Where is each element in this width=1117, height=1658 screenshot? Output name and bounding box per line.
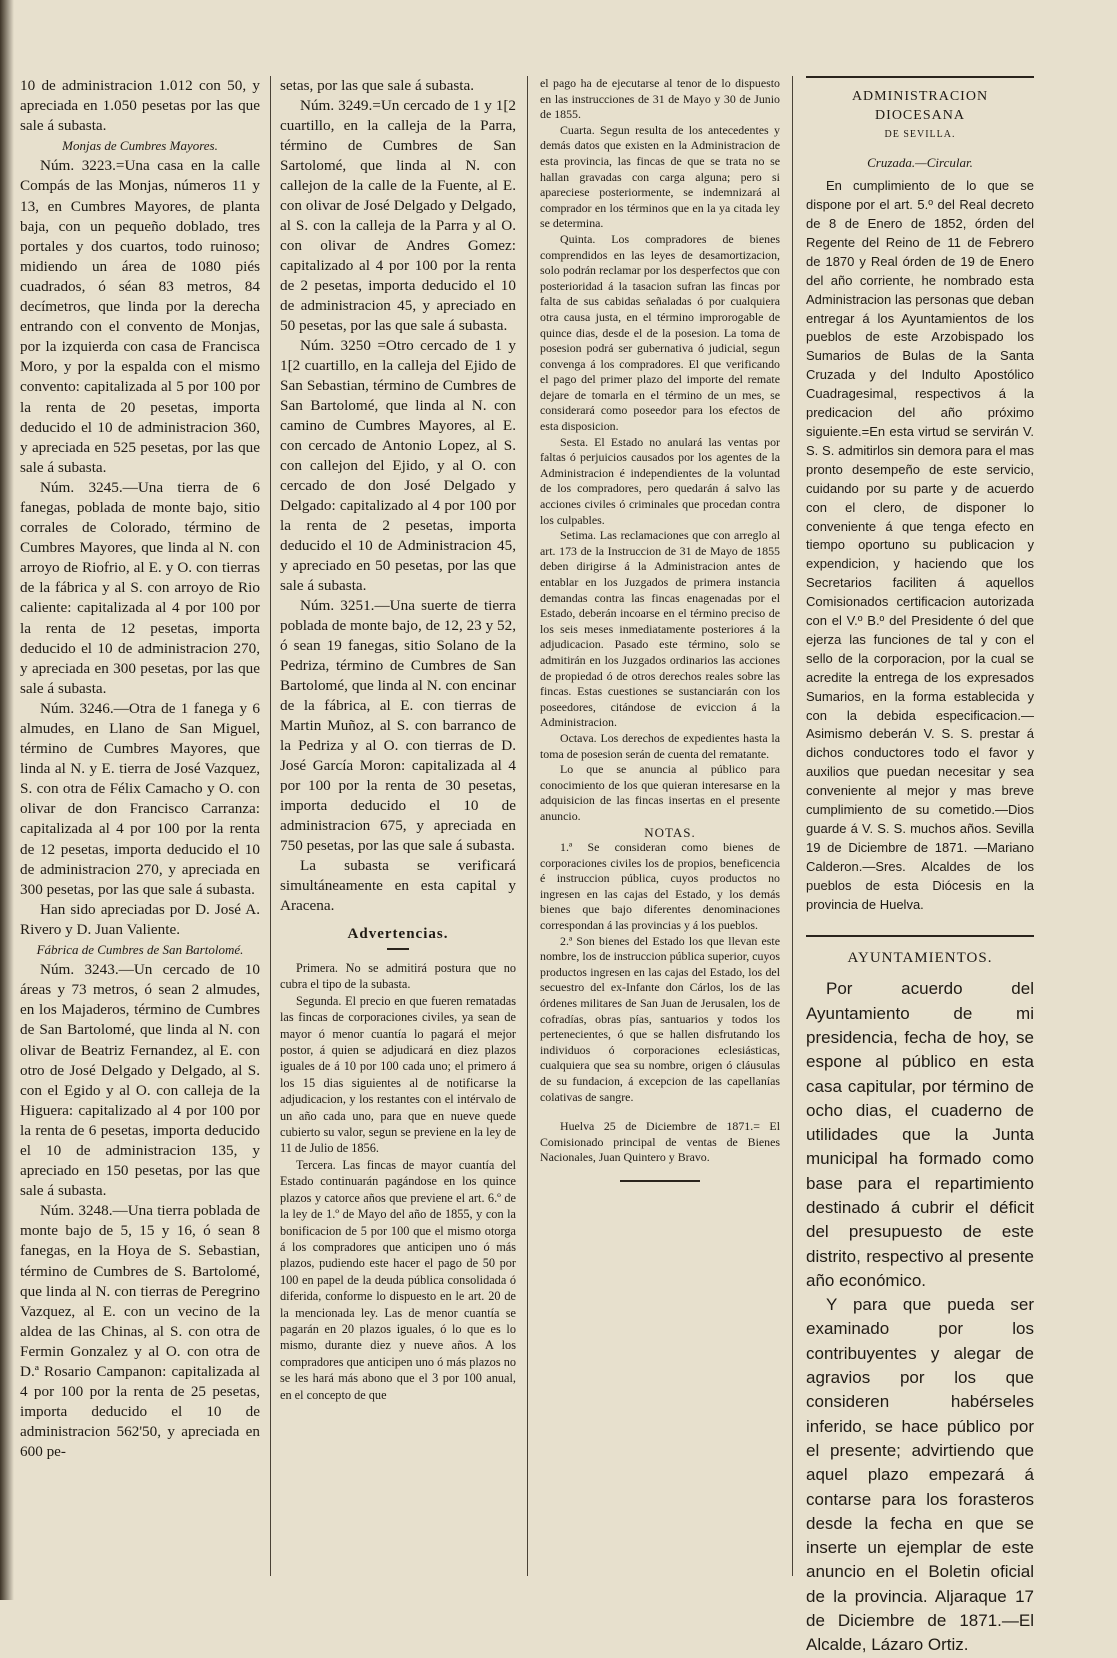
ayuntamientos-title: AYUNTAMIENTOS. bbox=[847, 949, 993, 966]
signature-huelva: Huelva 25 de Diciembre de 1871.= El Comisionado principal de ventas de Bienes Nacionales, Juan Quintero y Bravo. bbox=[540, 1119, 780, 1165]
page-edge-shadow bbox=[0, 0, 14, 1600]
advertencia-segunda: Segunda. El precio en que fueren rematadas las fincas de corporaciones civiles, ya sean de mayor ó menor cuantía lo pagará el mejor postor, á quien se adjudicará en diez plazos iguales de á 10 por 100 cada uno; el primero á los 15 dias siguientes al de notificarse la adjudicacion, y los restantes con el intérvalo de un año cada uno, para que en nueve quede cubierto su valor, segun se previene en la ley de 11 de Julio de 1856. bbox=[280, 993, 516, 1156]
header-rule bbox=[806, 76, 1034, 78]
advertencias-block bbox=[280, 960, 516, 1403]
column-divider-2 bbox=[527, 76, 528, 1576]
section-title-monjas: Monjas de Cumbres Mayores. bbox=[62, 138, 218, 154]
col2-paragraph-3: Núm. 3250 =Otro cercado de 1 y 1[2 cuartillo, en la calleja del Ejido de San Sebastian, término de Cumbres de San Bartolomé, que linda al N. con camino de Cumbres Mayores, al E. con cercado de Antonio Lopez, al S. con callejon del Ejido, y al O. con cercado de don José Delgado y Delgado: capitalizado al 4 por 100 por la renta de 2 pesetas, importa deducido el 10 de Administracion 45, y apreciado en 50 pesetas, por las que sale á subasta. bbox=[280, 337, 516, 594]
column-3 bbox=[540, 76, 780, 1536]
ayuntamientos-paragraph-2: Y para que pueda ser examinado por los contribuyentes y alegar de agravios por los que consideren habérseles inferido, se hace público por el presente; advirtiendo que aquel plazo empezará á contarse para los forasteros desde la fecha en que se inserte un ejemplar de este anuncio en el Boletin oficial de la provincia. Aljaraque 17 de Diciembre de 1871.—El Alcalde, Lázaro Ortiz. bbox=[806, 1295, 1034, 1655]
column-1 bbox=[20, 76, 260, 1576]
advertencia-cuarta: Cuarta. Segun resulta de los antecedentes y demás datos que existen en la Administracion de esta provincia, las fincas de que se trata no se hallan gravadas con carga alguna; pero si apareciese posteriormente, se indemnizará al comprador en los términos que en la ya citada ley se determina. bbox=[540, 122, 780, 231]
nota-2: 2.ª Son bienes del Estado los que llevan este nombre, los de instruccion pública superior, cuyos productos ingresen en las cajas del Estado, los del secuestro del ex-Infante don Cárlos, los de las órdenes militares de San Juan de Jerusalen, los de cofradías, obras pías, santuarios y todos los pertenecientes, ó que se hallen disfrutando los individuos ó corporaciones eclesiásticas, cualquiera que sea su nombre, origen ó cláusulas de su fundacion, á excepcion de las capellanías colativas de sangre. bbox=[540, 933, 780, 1104]
administracion-subtitle: DE SEVILLA. bbox=[884, 128, 956, 140]
advertencia-sesta: Sesta. El Estado no anulará las ventas por faltas ó perjuicios causados por los agentes de la Administracion é independientes de la voluntad de los compradores, pero quedarán á salvo las acciones civiles ó criminales que procedan contra los culpables. bbox=[540, 434, 780, 527]
ayuntamientos-rule bbox=[806, 935, 1034, 937]
col1-paragraph-5: Han sido apreciadas por D. José A. Rivero y D. Juan Valiente. bbox=[20, 900, 260, 938]
column-divider-1 bbox=[270, 76, 271, 1576]
col2-paragraph-1: setas, por las que sale á subasta. bbox=[280, 77, 475, 94]
col1-paragraph-4: Núm. 3246.—Otra de 1 fanega y 6 almudes, en Llano de San Miguel, término de Cumbres Mayores, que linda al N. y E. tierra de José Vazquez, S. con otra de Félix Camacho y O. con olivar de don Francisco Carranza: capitalizada al 4 por 100 por la renta de 12 pesetas, importa deducido el 10 de administracion 270, y apreciada en 300 pesetas, por las que sale á subasta. bbox=[20, 699, 260, 898]
col1-paragraph-3: Núm. 3245.—Una tierra de 6 fanegas, poblada de monte bajo, sitio corrales de Colorado, término de Cumbres Mayores, que linda al N. con arroyo de Riofrio, al E. y O. con tierras de la fábrica y al S. con arroyo de Rio caliente: capitalizada al 4 por 100 por la renta de 12 pesetas, importa deducido el 10 de administracion 270, y apreciada en 300 pesetas, por las que sale á subasta. bbox=[20, 478, 260, 697]
col1-paragraph-1: 10 de administracion 1.012 con 50, y apreciada en 1.050 pesetas por las que sale á subasta. bbox=[20, 77, 260, 135]
col2-paragraph-5: La subasta se verificará simultáneamente en esta capital y Aracena. bbox=[280, 857, 516, 914]
anuncio-closing: Lo que se anuncia al público para conocimiento de los que quieran interesarse en la adquisicion de las fincas insertas en el presente anuncio. bbox=[540, 762, 780, 823]
advertencia-tercera: Tercera. Las fincas de mayor cuantía del Estado continuarán pagándose en los quince plazos y catorce años que previene el art. 6.º de la ley de 1.º de Mayo del año de 1855, y con la bonificacion de 5 por 100 que el mismo otorga á los compradores que anticipen uno ó más plazos, pudiendo este hacer el pago de 50 por 100 en papel de la deuda pública consolidada ó diferida, conforme lo dispuesto en le art. 20 de la mencionada ley. Las de menor cuantía se pagarán en 20 plazos iguales, ó lo que es lo mismo, durante diez y nueve años. A los compradores que anticipen uno ó más plazos no se les hará más abono que el 3 por 100 anual, en el concepto de que bbox=[280, 1157, 516, 1402]
circular-block bbox=[806, 177, 1034, 914]
title-rule bbox=[387, 948, 409, 950]
nota-1: 1.ª Se consideran como bienes de corporaciones civiles los de propios, beneficencia é instruccion pública, cuyos productos no ingresen en las cajas del Estado, y los demás bienes que bajo diferentes denominaciones correspondan á las provincias y á los pueblos. bbox=[540, 840, 780, 933]
column-2 bbox=[280, 76, 516, 1576]
col1-paragraph-7: Núm. 3248.—Una tierra poblada de monte bajo de 5, 15 y 16, ó sean 8 fanegas, en la Hoya de S. Sebastian, término de Cumbres de S. Bartolomé, que linda al N. con tierras de Peregrino Vazquez, al E. con un vecino de la aldea de las Chinas, al S. con otra de Fermin Gonzalez y al O. con otra de D.ª Rosario Campanon: capitalizada al 4 por 100 por la renta de 25 pesetas, importa deducido el 10 de administracion 562'50, y apreciada en 600 pe- bbox=[20, 1202, 260, 1461]
col1-paragraph-2: Núm. 3223.=Una casa en la calle Compás de las Monjas, números 11 y 13, en Cumbres Mayores, de planta baja, con un pequeño doblado, tres portales y dos cuartos, todo ruinoso; midiendo un área de 1080 piés cuadrados, ó séan 83 metros, 84 decímetros, que linda por la derecha entrando con el convento de Monjas, por la izquierda con casa de Francisca Moro, y por la espalda con el mismo convento: capitalizada al 5 por 100 por la renta de 20 pesetas, importa deducido el 10 de administracion 360, y apreciada en 525 pesetas, por las que sale á subasta. bbox=[20, 157, 260, 476]
col2-paragraph-2: Núm. 3249.=Un cercado de 1 y 1[2 cuartillo, en la calleja de la Parra, término de Cumbres de San Sartolomé, que linda al N. con callejon de la calle de la Fuente, al E. con olivar de José Delgado y Delgado, al S. con la calleja de la Parra y al O. con olivar de Andres Gomez: capitalizado al 4 por 100 por la renta de 2 pesetas, importa deducido el 10 de administracion 45, y apreciado en 50 pesetas, por las que sale á subasta. bbox=[280, 97, 516, 334]
administracion-title: ADMINISTRACION DIOCESANA bbox=[851, 89, 989, 123]
column-4 bbox=[806, 76, 1034, 1655]
ayuntamientos-paragraph-1: Por acuerdo del Ayuntamiento de mi presidencia, fecha de hoy, se espone al público en esta casa capitular, por término de ocho dias, el cuaderno de utilidades que la Junta municipal ha formado como base para el repartimiento destinado á cubrir el déficit del presupuesto de este distrito, respectivo al presente año económico. bbox=[806, 979, 1034, 1290]
col3-paragraph-1: el pago ha de ejecutarse al tenor de lo dispuesto en las instrucciones de 31 de Mayo y 30 de Junio de 1855. bbox=[540, 76, 780, 122]
notas-title: NOTAS. bbox=[644, 824, 696, 840]
circular-text: En cumplimiento de lo que se dispone por el art. 5.º del Real decreto de 8 de Enero de 1852, órden del Regente del Reino de 11 de Febrero de 1870 y Real órden de 19 de Enero del año corriente, he nombrado esta Administracion las personas que deban entregar á los Ayuntamientos de los pueblos de este Arzobispado los Sumarios de Bulas de la Santa Cruzada y del Indulto Apostólico Cuadragesimal, respectivos á la predicacion del año próximo siguiente.=En esta virtud se servirán V. S. S. admitirlos sin demora para el mas pronto desempeño de este servicio, cuidando por su parte y de acuerdo con el clero, de disponer lo conveniente á que tenga efecto en tiempo oportuno su publicacion y expendicion, y haciendo que los Secretarios faciliten á aquellos Comisionados certificacion autorizada con el V.º B.º del Presidente ó del que ejerza las funciones de tal y con el sello de la corporacion, por la cual se acredite la entrega de los expresados Sumarios, en la forma establecida y con la debida especificacion.—Asimismo deberán V. S. S. prestar á dichos conductores todo el favor y auxilios que puedan necesitar y sea conveniente al mejor y mas breve cumplimiento de su cometido.—Dios guarde á V. S. S. muchos años. Sevilla 19 de Diciembre de 1871. —Mariano Calderon.—Sres. Alcaldes de los pueblos de esta Diócesis en la provincia de Huelva. bbox=[806, 178, 1034, 912]
advertencia-quinta: Quinta. Los compradores de bienes comprendidos en las leyes de desamortizacion, solo podrán reclamar por los desperfectos que con posterioridad á la tasacion sufran las fincas por falta de sus cabidas señaladas ó por cualquiera otra causa justa, en el término improrogable de quince dias, desde el de la posesion. La toma de posesion podrá ser gubernativa ó judicial, segun convenga á los compradores. El que verificando el pago del primer plazo del importe del remate dejare de tomarla en el término de un mes, se considerará como poseedor para los efectos de esta disposicion. bbox=[540, 231, 780, 434]
advertencia-setima: Setima. Las reclamaciones que con arreglo al art. 173 de la Instruccion de 31 de Mayo de 1855 deben dirigirse á la Administracion antes de entablar en los Juzgados de primera instancia demandas contra las fincas enagenadas por el Estado, deberán incoarse en el término preciso de los seis meses inmediatamente posteriores á la adjudicacion. Pasado este término, solo se admitirán en los Juzgados ordinarios las acciones de propiedad ó de otros derechos reales sobre las fincas. Estas cuestiones se sustanciarán con los poseedores, citándose de eviccion á la Administracion. bbox=[540, 528, 780, 730]
col2-paragraph-4: Núm. 3251.—Una suerte de tierra poblada de monte bajo, de 12, 23 y 52, ó sean 19 fanegas, sitio Solano de la Pedriza, término de Cumbres de San Bartolomé, que linda al N. con encinar de la fábrica, al E. con tierras de Martin Muñoz, al S. con barranco de la Pedriza y al O. con tierras de D. José García Moron: capitalizada al 4 por 100 por la renta de 30 pesetas, importa deducido el 10 de administracion 675, y apreciada en 750 pesetas, por las que sale á subasta. bbox=[280, 597, 516, 854]
column-divider-3 bbox=[792, 76, 793, 1576]
cruzada-title: Cruzada.—Circular. bbox=[867, 155, 973, 171]
ayuntamientos-block bbox=[806, 977, 1034, 1657]
closing-rule bbox=[620, 1180, 700, 1182]
col1-paragraph-6: Núm. 3243.—Un cercado de 10 áreas y 73 metros, ó sean 2 almudes, en los Majaderos, término de Cumbres de San Bartolomé, que linda al N. con olivar de Beatriz Fernandez, al E. con otro de José Delgado y Delgado, al S. con el Egido y al O. con calleja de la Higuera: capitalizado al 4 por 100 por la renta de 6 pesetas, importa deducido el 10 de administracion 135, y apreciado en 150 pesetas, por las que sale á subasta. bbox=[20, 961, 260, 1200]
advertencia-primera: Primera. No se admitirá postura que no cubra el tipo de la subasta. bbox=[280, 961, 516, 992]
advertencia-octava: Octava. Los derechos de expedientes hasta la toma de posesion serán de cuenta del rematante. bbox=[540, 730, 780, 761]
section-title-fabrica: Fábrica de Cumbres de San Bartolomé. bbox=[36, 942, 244, 958]
advertencias-title: Advertencias. bbox=[347, 926, 449, 942]
